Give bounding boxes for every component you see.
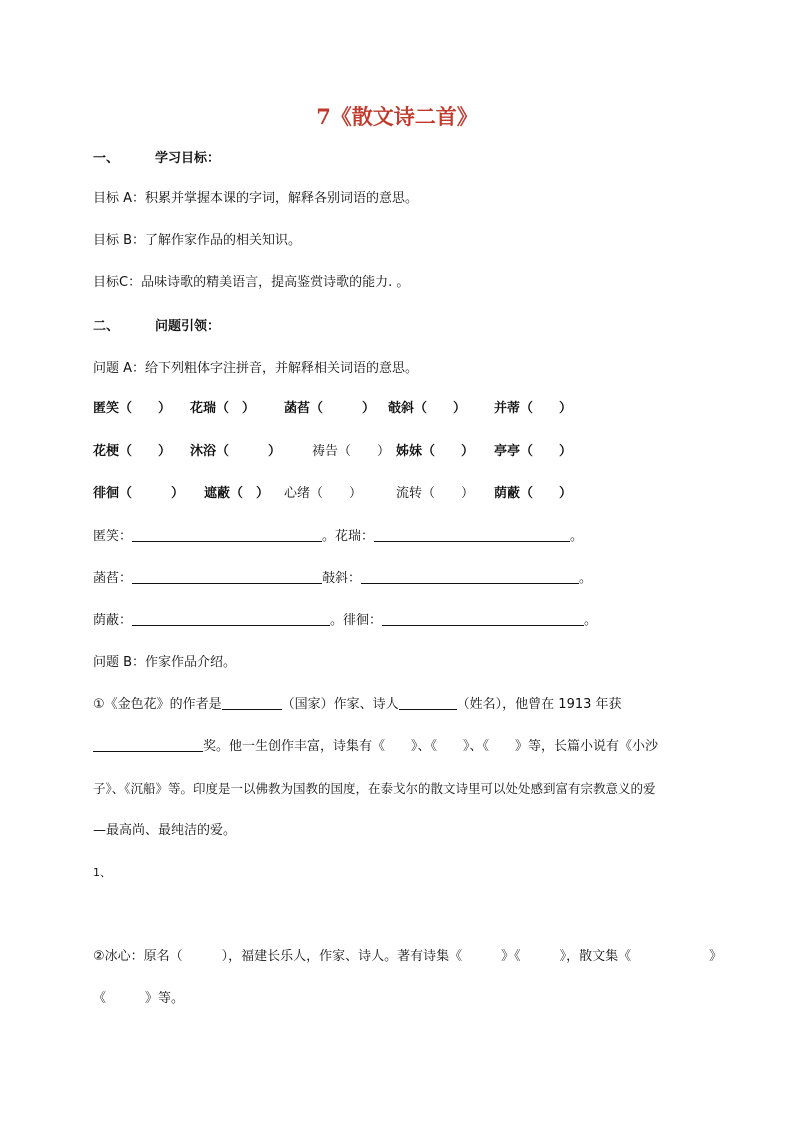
section-heading-questions (93, 318, 220, 336)
author-paragraph-line: 《 》等。 (93, 991, 185, 1006)
question-a: 问题 A：给下列粗体字注拼音，并解释相关词语的意思。 (93, 361, 419, 376)
vocab-item: 姊妹（ ） (396, 444, 475, 459)
vocab-item: 匿笑（ ） (93, 401, 172, 416)
question-b: 问题 B：作家作品介绍。 (93, 655, 237, 670)
vocab-item: 荫蔽（ ） (494, 486, 573, 501)
vocab-item: 心绪（ ） (284, 486, 363, 501)
author-paragraph-line: ②冰心：原名（ ），福建长乐人，作家、诗人。著有诗集《 》《 》，散文集《 》 (93, 949, 723, 964)
vocab-item: 遮蔽（ ） (204, 486, 270, 501)
author-paragraph-line: 子》、《沉船》等。印度是一以佛教为国教的国度，在泰戈尔的散文诗里可以处处感到富有宗教意义的爱 (93, 781, 656, 796)
vocab-item: 祷告（ ） (312, 444, 391, 459)
vocab-item: 花梗（ ） (93, 444, 172, 459)
vocab-item: 并蒂（ ） (494, 401, 573, 416)
goal-c: 目标C：品味诗歌的精美语言，提高鉴赏诗歌的能力. 。 (93, 275, 410, 290)
definition-line: 匿笑： 。花瑞： 。 (93, 529, 584, 544)
definition-line: 荫蔽： 。徘徊： 。 (93, 613, 598, 628)
list-marker: 1、 (93, 866, 111, 879)
section-number: 二、 (93, 319, 120, 334)
definition-line: 菡萏： 攲斜： 。 (93, 571, 593, 586)
section-heading-goals (93, 150, 220, 168)
goal-b: 目标 B：了解作家作品的相关知识。 (93, 233, 302, 248)
goal-a: 目标 A：积累并掌握本课的字词，解释各别词语的意思。 (93, 191, 419, 206)
section-number: 一、 (93, 151, 120, 166)
section-heading-text: 问题引领： (155, 319, 221, 334)
author-paragraph-line: 奖。他一生创作丰富，诗集有《 》、《 》、《 》等，长篇小说有《小沙 (93, 738, 658, 756)
vocab-item: 流转（ ） (396, 486, 475, 501)
vocab-item: 沐浴（ ） (190, 444, 282, 459)
author-paragraph-line: ①《金色花》的作者是 （国家）作家、诗人 （姓名），他曾在 1913 年获 (93, 697, 622, 712)
vocab-item: 徘徊（ ） (93, 486, 185, 501)
author-paragraph-line: —最高尚、最纯洁的爱。 (93, 823, 237, 838)
section-heading-text: 学习目标： (155, 151, 221, 166)
vocab-item: 菡萏（ ） (284, 401, 376, 416)
page-title: 7《散文诗二首》 (316, 104, 478, 129)
vocab-item: 亭亭（ ） (494, 444, 573, 459)
vocab-item: 攲斜（ ） (388, 401, 467, 416)
vocab-item: 花瑞（ ） (190, 401, 256, 416)
